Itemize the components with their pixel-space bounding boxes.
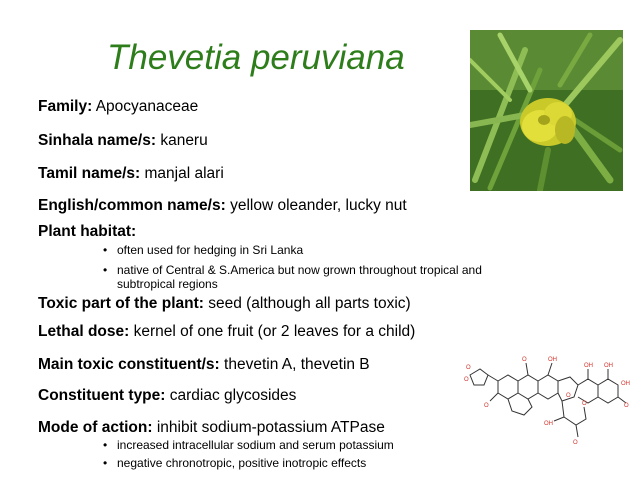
svg-text:O: O [484, 403, 489, 409]
family-row [38, 98, 198, 116]
constituent-type-value: cardiac glycosides [165, 387, 297, 404]
svg-text:OH: OH [604, 363, 613, 369]
habitat-bullet-list [103, 243, 482, 291]
toxic-constituent-row [38, 356, 370, 374]
svg-text:O: O [624, 403, 629, 409]
toxic-part-value: seed (although all parts toxic) [203, 295, 411, 312]
sinhala-name-label: Sinhala name/s: [38, 132, 157, 149]
mode-of-action-row [38, 419, 385, 437]
tamil-name-row [38, 165, 224, 183]
svg-text:OH: OH [544, 421, 553, 427]
plant-photo-icon [470, 30, 623, 191]
constituent-type-label: Constituent type: [38, 387, 166, 404]
svg-text:OH: OH [584, 363, 593, 369]
svg-text:O: O [522, 357, 527, 363]
mode-bullet-list [103, 438, 394, 470]
english-name-value: yellow oleander, lucky nut [225, 197, 407, 214]
toxic-constituent-value: thevetin A, thevetin B [219, 356, 370, 373]
svg-text:O: O [466, 365, 471, 371]
constituent-type-row [38, 387, 296, 405]
svg-text:OH: OH [548, 357, 557, 363]
mode-of-action-value: inhibit sodium-potassium ATPase [152, 419, 385, 436]
svg-text:OH: OH [621, 381, 630, 387]
habitat-bullet: • often used for hedging in Sri Lanka [103, 243, 482, 257]
habitat-bullet: • native of Central & S.America but now grown throughout tropical and [103, 263, 482, 277]
toxic-part-label: Toxic part of the plant: [38, 295, 204, 312]
mode-bullet: • increased intracellular sodium and serum potassium [103, 438, 394, 452]
svg-text:O: O [464, 377, 469, 383]
svg-text:O: O [573, 440, 578, 445]
habitat-bullet-continuation: subtropical regions [117, 277, 218, 291]
family-value: Apocyanaceae [92, 98, 199, 115]
mode-of-action-label: Mode of action: [38, 419, 153, 436]
english-name-row [38, 197, 407, 215]
lethal-dose-value: kernel of one fruit (or 2 leaves for a child) [129, 323, 416, 340]
english-name-label: English/common name/s: [38, 197, 226, 214]
lethal-dose-label: Lethal dose: [38, 323, 130, 340]
mode-bullet: • negative chronotropic, positive inotropic effects [103, 456, 394, 470]
plant-habitat-label: Plant habitat: [38, 223, 137, 240]
lethal-dose-row [38, 323, 415, 341]
tamil-name-value: manjal alari [140, 165, 224, 182]
chemical-structure-icon [462, 345, 634, 445]
sinhala-name-row [38, 132, 208, 150]
plant-habitat-row [38, 223, 136, 241]
toxic-constituent-label: Main toxic constituent/s: [38, 356, 220, 373]
svg-text:O: O [566, 393, 571, 399]
slide-title: Thevetia peruviana [107, 38, 405, 77]
tamil-name-label: Tamil name/s: [38, 165, 141, 182]
sinhala-name-value: kaneru [156, 132, 208, 149]
toxic-part-row [38, 295, 411, 313]
svg-text:O: O [582, 401, 587, 407]
family-label: Family: [38, 98, 93, 115]
